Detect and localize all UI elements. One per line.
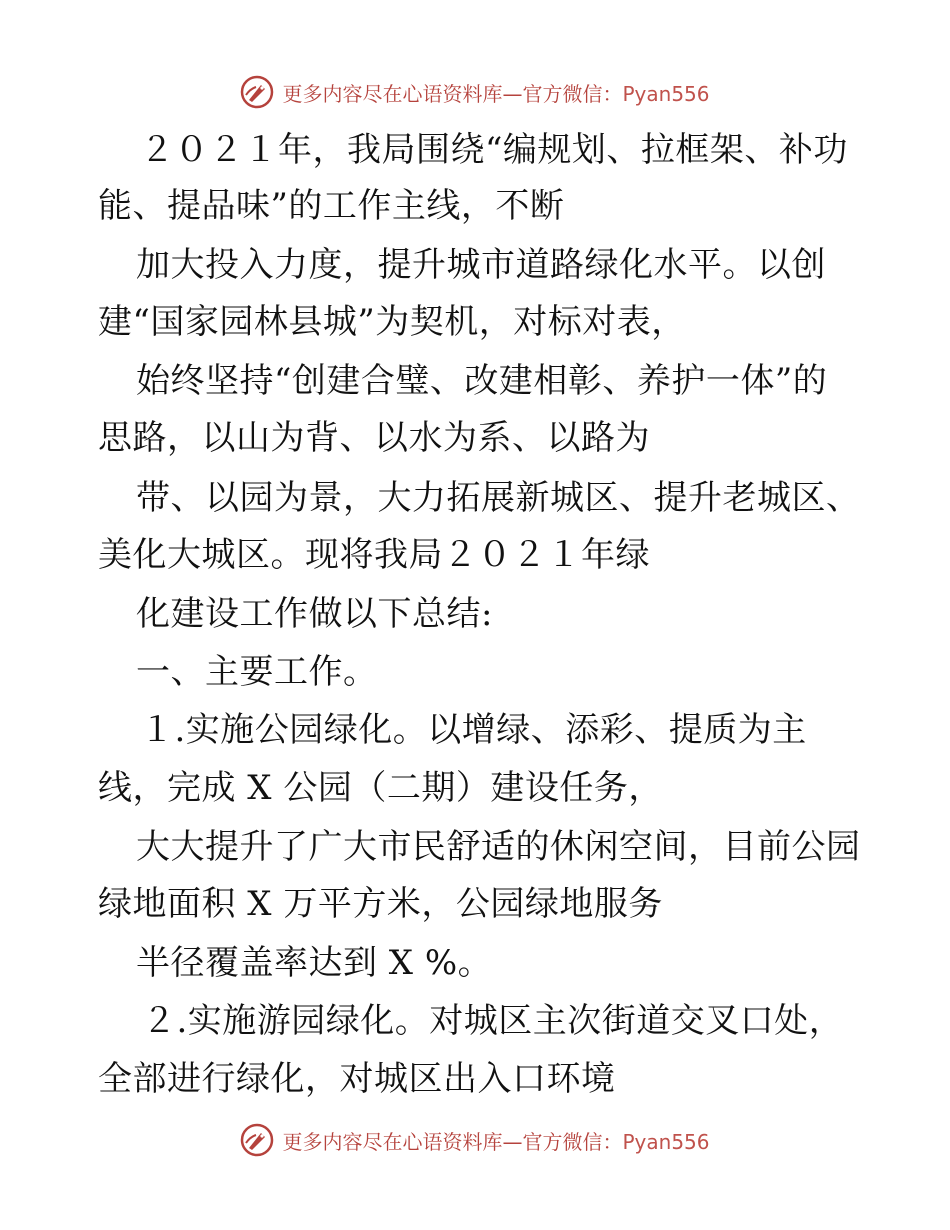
paragraph-line: １.实施公园绿化。以增绿、添彩、提质为主: [140, 710, 807, 750]
paragraph-line: 绿地面积 X 万平方米，公园绿地服务: [98, 884, 663, 924]
paragraph-line: 大大提升了广大市民舒适的休闲空间，目前公园: [136, 827, 861, 867]
paragraph-line: 始终坚持“创建合璧、改建相彰、养护一体”的: [136, 361, 828, 401]
pen-nib-logo-icon: [240, 75, 274, 109]
paragraph-line: 思路，以山为背、以水为系、以路为: [98, 418, 650, 458]
paragraph-line: 能、提品味”的工作主线，不断: [98, 186, 565, 226]
paragraph-line: ２.实施游园绿化。对城区主次街道交叉口处，: [142, 1001, 844, 1041]
paragraph-line: 化建设工作做以下总结:: [136, 594, 493, 634]
paragraph-line: 加大投入力度，提升城市道路绿化水平。以创: [136, 245, 826, 285]
paragraph-line: 半径覆盖率达到 X %。: [136, 943, 493, 983]
watermark-wechat-id: Pyan556: [622, 1129, 710, 1154]
section-heading: 一、主要工作。: [136, 652, 378, 692]
pen-nib-logo-icon: [240, 1123, 274, 1157]
paragraph-line: 带、以园为景，大力拓展新城区、提升老城区、: [136, 478, 861, 518]
paragraph-line: 全部进行绿化，对城区出入口环境: [98, 1059, 616, 1099]
paragraph-line: 线，完成 X 公园（二期）建设任务，: [98, 768, 663, 808]
watermark-text: [282, 78, 709, 107]
watermark-wechat-id: Pyan556: [622, 81, 710, 106]
watermark-label: 更多内容尽在心语资料库—官方微信：: [282, 81, 623, 106]
watermark-banner-top: [0, 72, 950, 112]
watermark-banner-bottom: [0, 1120, 950, 1160]
paragraph-line: 建“国家园林县城”为契机，对标对表，: [98, 302, 686, 342]
paragraph-line: ２０２１年，我局围绕“编规划、拉框架、补功: [140, 130, 848, 170]
watermark-text: [282, 1126, 709, 1155]
watermark-label: 更多内容尽在心语资料库—官方微信：: [282, 1129, 623, 1154]
paragraph-line: 美化大城区。现将我局２０２１年绿: [98, 535, 650, 575]
